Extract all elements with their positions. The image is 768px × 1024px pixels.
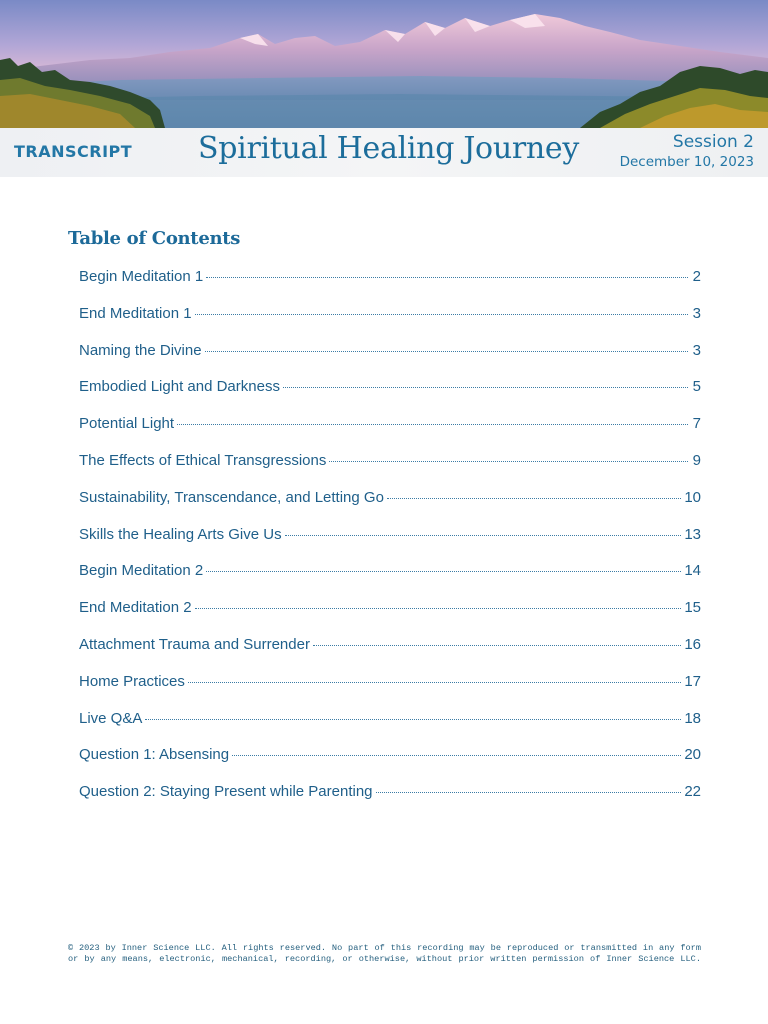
toc-entry-title: The Effects of Ethical Transgressions xyxy=(79,451,327,469)
toc-entry-title: Begin Meditation 2 xyxy=(79,562,204,580)
toc-dot-leader xyxy=(232,755,681,756)
toc-entry[interactable] xyxy=(79,452,701,489)
toc-entry-page: 14 xyxy=(684,562,701,580)
toc-entry-title: Begin Meditation 1 xyxy=(79,268,204,285)
session-date: December 10, 2023 xyxy=(619,154,754,170)
toc-dot-leader xyxy=(283,387,688,388)
toc-entry-page: 3 xyxy=(692,304,701,322)
toc-entry-page: 15 xyxy=(684,599,701,617)
toc-entry-page: 13 xyxy=(684,525,701,543)
toc-entry-page: 5 xyxy=(692,378,701,396)
toc-entry-page: 17 xyxy=(684,672,701,690)
toc-entry-page: 7 xyxy=(692,415,701,433)
toc-entry-title: Question 1: Absensing xyxy=(79,746,230,764)
toc-entry[interactable] xyxy=(79,305,701,342)
toc-dot-leader xyxy=(313,645,681,646)
toc-entry[interactable] xyxy=(79,562,701,599)
copyright-line-1: © 2023 by Inner Science LLC. All rights reserved. No part of this recording may be reproduced or transmitted in any form xyxy=(68,943,701,953)
toc-entry-page: 10 xyxy=(684,488,701,506)
session-label: Session 2 xyxy=(672,132,754,152)
toc-entry[interactable] xyxy=(79,489,701,526)
toc-entry-page: 20 xyxy=(684,746,701,764)
toc-entry-title: Naming the Divine xyxy=(79,341,202,359)
toc-entry-title: Home Practices xyxy=(79,672,185,690)
toc-entry[interactable] xyxy=(79,268,701,305)
toc-heading: Table of Contents xyxy=(68,228,241,249)
toc-entry-page: 9 xyxy=(692,451,701,469)
toc-dot-leader xyxy=(387,498,681,499)
toc-entry[interactable] xyxy=(79,783,701,820)
toc-entry-title: Embodied Light and Darkness xyxy=(79,378,280,396)
toc-entry-title: Skills the Healing Arts Give Us xyxy=(79,525,282,543)
toc-entry-title: End Meditation 1 xyxy=(79,304,192,322)
document-title: Spiritual Healing Journey xyxy=(198,131,580,166)
toc-entry[interactable] xyxy=(79,342,701,379)
toc-dot-leader xyxy=(376,792,682,793)
toc-entry-page: 2 xyxy=(692,268,701,285)
toc-dot-leader xyxy=(145,719,681,720)
toc-entry[interactable] xyxy=(79,378,701,415)
toc-entry[interactable] xyxy=(79,599,701,636)
banner-mountain-image xyxy=(0,0,768,128)
toc-dot-leader xyxy=(206,571,681,572)
toc-entry-title: Question 2: Staying Present while Parenting xyxy=(79,783,373,801)
toc-entry[interactable] xyxy=(79,673,701,710)
toc-dot-leader xyxy=(285,535,682,536)
toc-list xyxy=(79,268,701,820)
toc-dot-leader xyxy=(188,682,681,683)
toc-entry-title: Potential Light xyxy=(79,415,175,433)
toc-entry[interactable] xyxy=(79,636,701,673)
toc-dot-leader xyxy=(195,314,688,315)
copyright-line-2: or by any means, electronic, mechanical, recording, or otherwise, without prior written permission of Inner Science LLC. xyxy=(68,953,701,964)
toc-dot-leader xyxy=(206,277,688,278)
toc-entry[interactable] xyxy=(79,526,701,563)
doc-type-label: TRANSCRIPT xyxy=(14,142,133,161)
toc-entry[interactable] xyxy=(79,415,701,452)
toc-entry-page: 18 xyxy=(684,709,701,727)
toc-entry[interactable] xyxy=(79,710,701,747)
toc-entry-title: Attachment Trauma and Surrender xyxy=(79,635,310,653)
header-bar xyxy=(0,128,768,177)
toc-dot-leader xyxy=(329,461,688,462)
toc-entry-title: Live Q&A xyxy=(79,709,143,727)
toc-entry-page: 16 xyxy=(684,635,701,653)
toc-entry-page: 3 xyxy=(692,341,701,359)
toc-entry[interactable] xyxy=(79,746,701,783)
toc-dot-leader xyxy=(177,424,688,425)
toc-dot-leader xyxy=(205,351,688,352)
toc-entry-title: Sustainability, Transcendance, and Letting Go xyxy=(79,488,384,506)
toc-entry-title: End Meditation 2 xyxy=(79,599,192,617)
copyright-footer xyxy=(68,943,701,964)
toc-dot-leader xyxy=(195,608,682,609)
toc-entry-page: 22 xyxy=(684,783,701,801)
